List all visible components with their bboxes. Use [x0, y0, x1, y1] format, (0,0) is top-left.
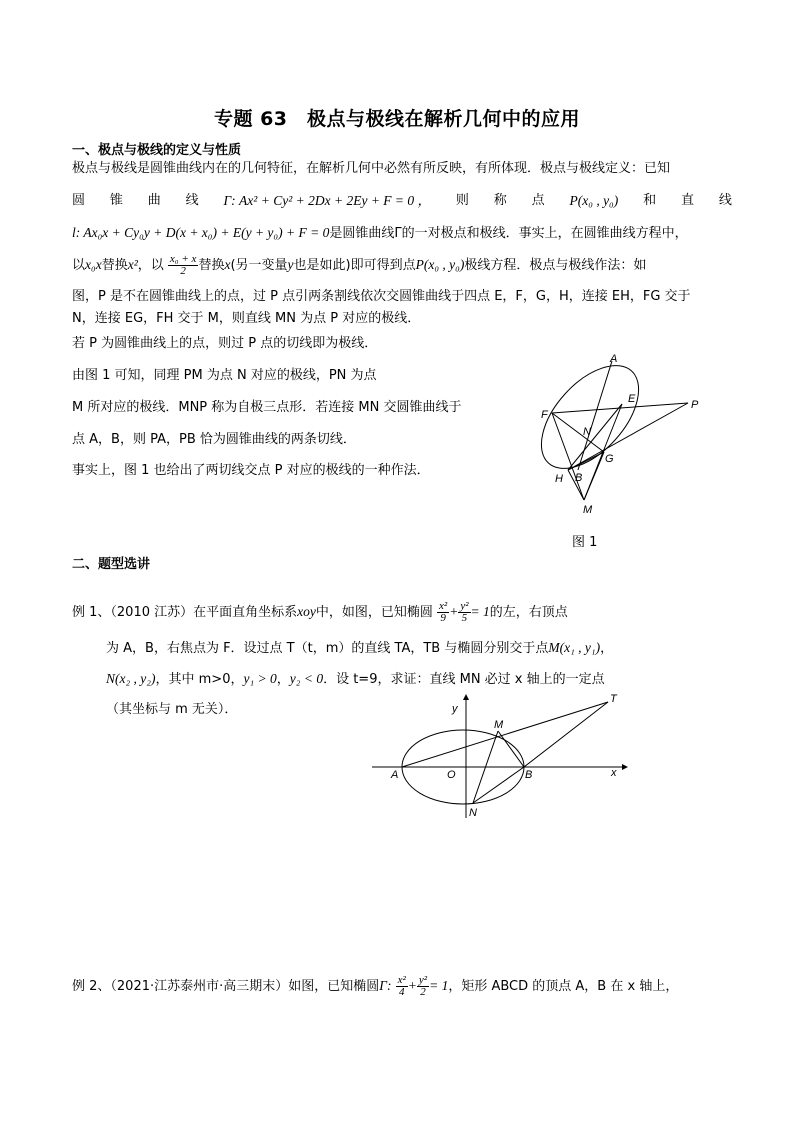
- word: 称: [493, 193, 507, 208]
- label-b: B: [525, 769, 533, 781]
- conic-ellipse: [530, 348, 657, 486]
- word: 圆: [72, 193, 86, 208]
- example-1-line: N(x₂ , y₂)，其中 m>0，y₁ > 0，y₂ < 0．设 t=9，求证：直线 MN 必过 x 轴上的一定点: [106, 671, 605, 687]
- figure-caption: 图 1: [572, 535, 598, 550]
- word: 线: [185, 193, 199, 208]
- definition-line: [72, 191, 732, 211]
- paragraph-line: l: Ax₀x + Cy₀y + D(x + x₀) + E(y + y₀) + F = 0是圆锥曲线Γ的一对极点和极线．事实上，在圆锥曲线方程中，: [72, 225, 688, 241]
- segment-hg: [568, 452, 604, 470]
- example-2-line: 例 2、（2021·江苏泰州市·高三期末）如图，已知椭圆Γ: $\frac{\text{x²}}{4}$ + $\frac{\text{y²}}{2}$ = 1，矩形 ABCD 的顶点 A，B 在 x 轴上，: [72, 974, 679, 998]
- fraction: $\frac{\text{x²}}{4}$: [397, 974, 406, 998]
- word: 点: [531, 193, 545, 208]
- word: 直: [680, 193, 694, 208]
- paragraph-line: 由图 1 可知，同理 PM 为点 N 对应的极线，PN 为点: [72, 368, 377, 383]
- label-x: x: [611, 767, 617, 779]
- paragraph-line: N，连接 EG，FH 交于 M，则直线 MN 为点 P 对应的极线．: [72, 311, 421, 326]
- fraction: $\frac{\text{x²}}{9}$: [439, 600, 448, 624]
- word: 则: [455, 193, 469, 208]
- label-y: y: [452, 703, 458, 715]
- x-arrow-icon: [622, 764, 628, 770]
- example-1-line: （其坐标与 m 无关）．: [106, 702, 238, 717]
- label-g: G: [605, 453, 614, 465]
- label-m: M: [583, 504, 593, 516]
- paragraph-line: 事实上，图 1 也给出了两切线交点 P 对应的极线的一种作法．: [72, 463, 430, 478]
- paragraph-line: 点 A，B，则 PA，PB 恰为圆锥曲线的两条切线．: [72, 432, 356, 447]
- label-b: B: [575, 472, 583, 484]
- label-n: N: [583, 426, 591, 438]
- paragraph-line: 以x₀x替换x²，以 $\frac{\text{x₀ + x}}{2}$ 替换x(另一变量y也是如此)即可得到点P(x₀ , y₀)极线方程．极点与极线作法：如: [72, 253, 647, 277]
- line-tb: [524, 702, 608, 767]
- paragraph-line: M 所对应的极线．MNP 称为自极三点形．若连接 MN 交圆锥曲线于: [72, 400, 462, 415]
- polar-equation: l: Ax₀x + Cy₀y + D(x + x₀) + E(y + y₀) + F = 0: [72, 225, 330, 240]
- line-mb: [498, 731, 524, 767]
- label-n: N: [469, 807, 477, 819]
- label-h: H: [555, 473, 563, 485]
- example-1-line: 为 A，B，右焦点为 F．设过点 T（t，m）的直线 TA，TB 与椭圆分别交于点M(x₁ , y₁)，: [106, 640, 614, 656]
- label-a: A: [610, 353, 618, 365]
- word: 和: [643, 193, 657, 208]
- fraction: $\frac{\text{y²}}{2}$: [418, 974, 428, 998]
- y-arrow-icon: [463, 694, 469, 700]
- label-e: E: [628, 393, 636, 405]
- section-heading-2: 二、题型选讲: [72, 557, 151, 572]
- page-title: 专题 63 极点与极线在解析几何中的应用: [213, 108, 581, 130]
- label-o: O: [447, 769, 456, 781]
- label-t: T: [610, 693, 617, 705]
- fraction: $\frac{\text{y²}}{5}$: [460, 600, 469, 624]
- segment-fg: [552, 413, 604, 452]
- example-1-diagram: [370, 690, 640, 820]
- figure-1-diagram: [530, 348, 710, 520]
- label-f: F: [541, 409, 548, 421]
- paragraph-line: 若 P 为圆锥曲线上的点，则过 P 点的切线即为极线．: [72, 336, 378, 351]
- conic-equation: Γ: Ax² + Cy² + 2Dx + 2Ey + F = 0 ，: [223, 193, 432, 208]
- word: 曲: [147, 193, 161, 208]
- example-1-line: 例 1、（2010 江苏）在平面直角坐标系xoy中，如图，已知椭圆 $\frac{\text{x²}}{9}$ + $\frac{\text{y²}}{5}$ = 1的左，右顶点: [72, 600, 568, 624]
- label-p: P: [691, 399, 699, 411]
- label-a: A: [391, 769, 399, 781]
- word: 线: [718, 193, 732, 208]
- fraction: $\frac{\text{x₀ + x}}{2}$: [169, 253, 197, 277]
- section-heading-1: 一、极点与极线的定义与性质: [72, 143, 242, 158]
- pole-point: P(x₀ , y₀): [569, 193, 619, 208]
- paragraph-line: 图，P 是不在圆锥曲线上的点，过 P 点引两条割线依次交圆锥曲线于四点 E，F，G，H，连接 EH，FG 交于: [72, 289, 691, 304]
- paragraph-line: 极点与极线是圆锥曲线内在的几何特征，在解析几何中必然有所反映，有所体现．极点与极线定义：已知: [72, 161, 671, 176]
- word: 锥: [109, 193, 123, 208]
- label-m: M: [494, 719, 504, 731]
